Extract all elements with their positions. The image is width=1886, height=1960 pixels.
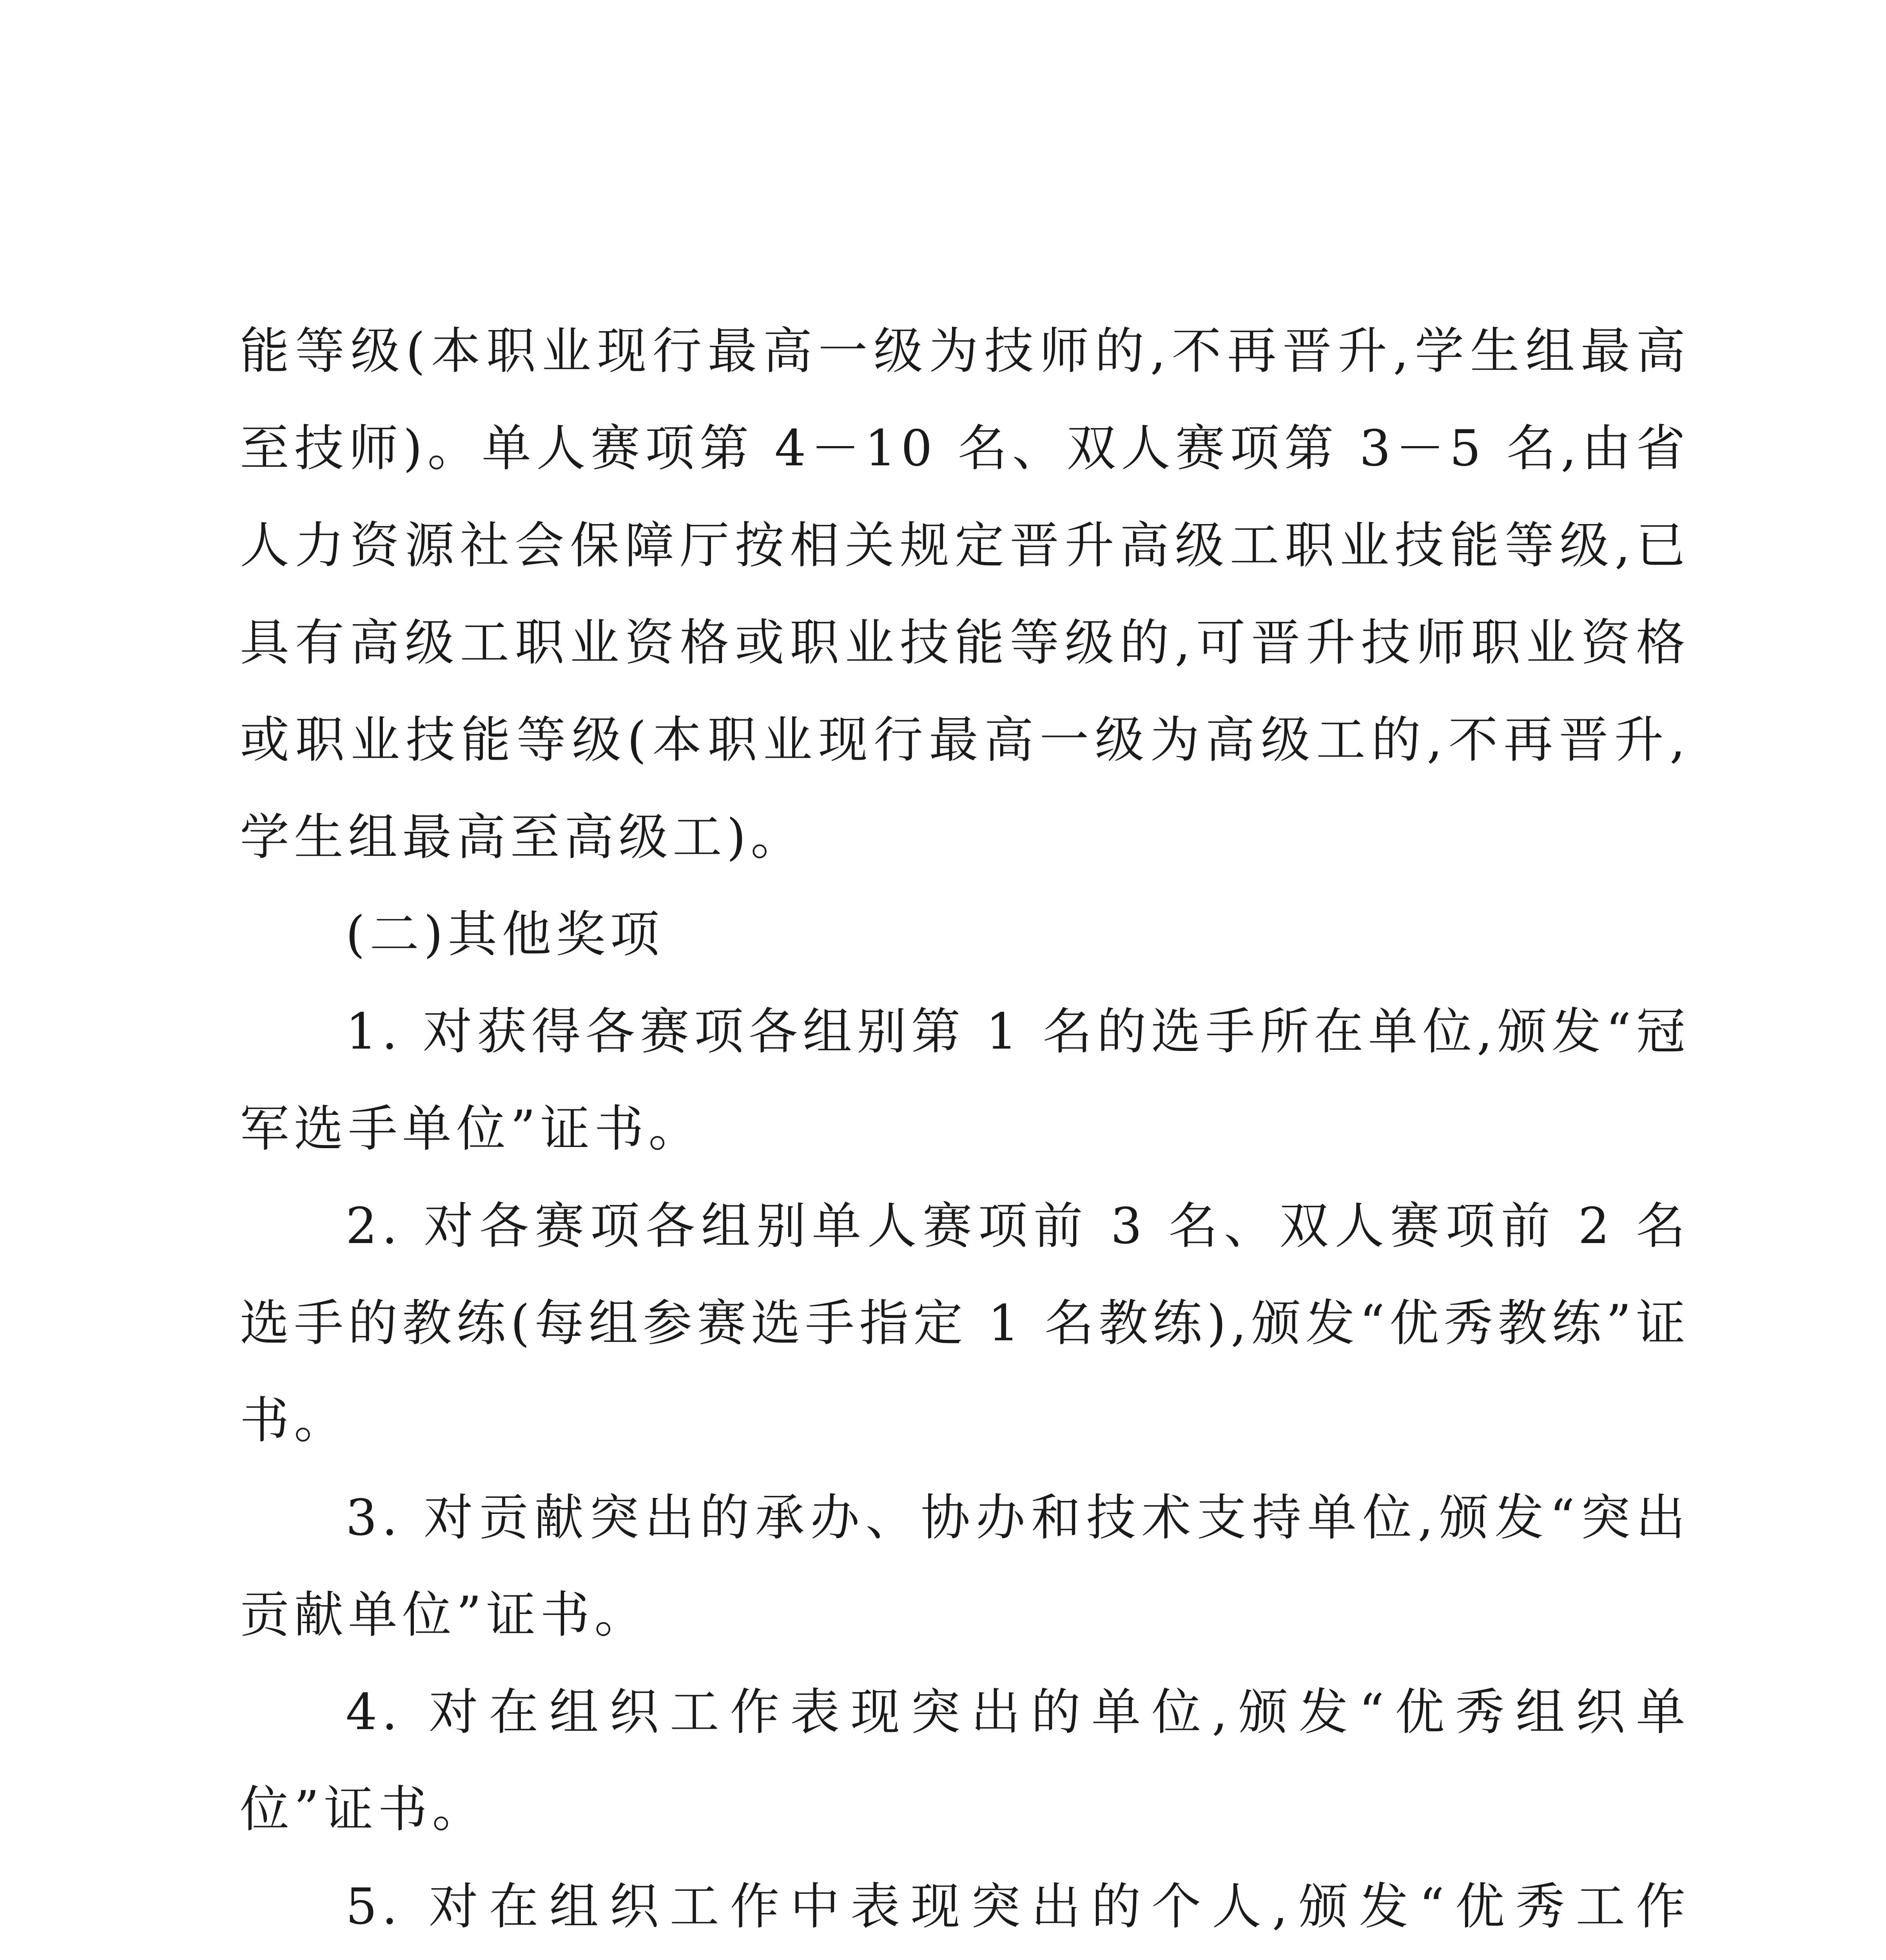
paragraph-continuation: 能等级(本职业现行最高一级为技师的,不再晋升,学生组最高至技师)。单人赛项第 4－10 名、双人赛项第 3－5 名,由省人力资源社会保障厅按相关规定晋升高级工职业技能等级,已具有高级工职业资格或职业技能等级的,可晋升技师职业资格或职业技能等级(本职业现行最高一级为高级工的,不再晋升,学生组最高至高级工)。 (240, 322, 1690, 866)
award-item-3: 3. 对贡献突出的承办、协办和技术支持单位,颁发“突出贡献单位”证书。 (240, 1489, 1690, 1644)
award-item-2: 2. 对各赛项各组别单人赛项前 3 名、双人赛项前 2 名选手的教练(每组参赛选手指定 1 名教练),颁发“优秀教练”证书。 (240, 1197, 1690, 1449)
body-text (240, 303, 1690, 1960)
award-item-4: 4. 对在组织工作表现突出的单位,颁发“优秀组织单位”证书。 (240, 1683, 1690, 1838)
award-item-5: 5. 对在组织工作中表现突出的个人,颁发“优秀工作 (346, 1878, 1690, 1935)
section-heading-other-awards: (二)其他奖项 (346, 906, 664, 963)
award-item-1: 1. 对获得各赛项各组别第 1 名的选手所在单位,颁发“冠军选手单位”证书。 (240, 1003, 1690, 1158)
